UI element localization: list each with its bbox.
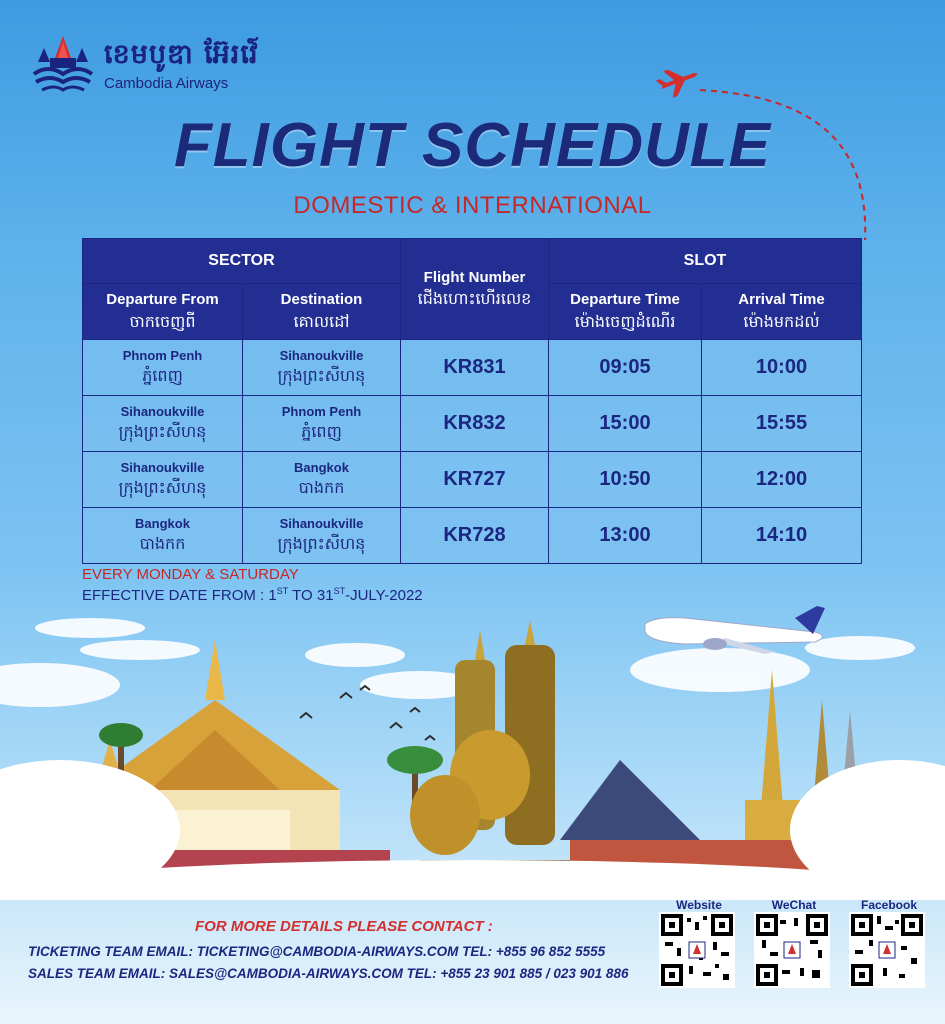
destination-name-khmer: ក្រុងព្រះសីហនុ xyxy=(277,368,366,386)
effective-date-suffix: -JULY-2022 xyxy=(345,587,423,604)
contact-title: FOR MORE DETAILS PLEASE CONTACT : xyxy=(195,918,493,935)
destination-name: Bangkok xyxy=(294,459,349,475)
departure-name: Sihanoukville xyxy=(120,403,205,419)
header-destination xyxy=(243,284,401,340)
departure-name-khmer: ក្រុងព្រះសីហនុ xyxy=(118,424,207,442)
table-header-row xyxy=(83,239,862,284)
ticketing-contact: TICKETING TEAM EMAIL: TICKETING@CAMBODIA-AIRWAYS.COM TEL: +855 96 852 5555 xyxy=(28,944,606,959)
header-departure-time-khmer: ម៉ោងចេញដំណើរ xyxy=(574,313,676,331)
header-flight-number-label: Flight Number xyxy=(423,268,526,286)
arrival-time-cell: 12:00 xyxy=(702,452,862,508)
page-title: FLIGHT SCHEDULE xyxy=(173,111,772,180)
departure-name: Phnom Penh xyxy=(122,347,203,363)
arrival-time-cell: 10:00 xyxy=(702,340,862,396)
header-flight-number xyxy=(401,239,549,340)
header-departure-time xyxy=(549,284,702,340)
effective-date-ordinal-end: ST xyxy=(333,586,346,596)
flight-schedule-table xyxy=(82,238,862,564)
destination-name: Sihanoukville xyxy=(279,347,364,363)
departure-name-khmer: ក្រុងព្រះសីហនុ xyxy=(118,480,207,498)
qr-facebook[interactable] xyxy=(849,898,929,992)
flight-number-cell: KR728 xyxy=(401,508,549,564)
effective-date-ordinal-start: ST xyxy=(276,586,289,596)
airplane-icon xyxy=(654,60,703,101)
qr-website[interactable] xyxy=(659,898,739,992)
qr-wechat[interactable] xyxy=(754,898,834,992)
header-departure-from-khmer: ចាកចេញពី xyxy=(129,313,196,331)
qr-code-icon xyxy=(849,912,925,988)
header-arrival-time-label: Arrival Time xyxy=(738,291,825,309)
header-arrival-time-khmer: ម៉ោងមកដល់ xyxy=(743,313,820,331)
departure-cell xyxy=(83,340,243,396)
header-flight-number-khmer: ជើងហោះហើរលេខ xyxy=(417,291,532,309)
departure-time-cell: 10:50 xyxy=(549,452,702,508)
header-destination-khmer: គោលដៅ xyxy=(293,313,350,331)
flight-number-cell: KR727 xyxy=(401,452,549,508)
airplane-icon xyxy=(645,606,825,654)
table-row xyxy=(83,452,862,508)
departure-time-cell: 09:05 xyxy=(549,340,702,396)
departure-name: Sihanoukville xyxy=(120,459,205,475)
destination-cell xyxy=(243,508,401,564)
destination-name-khmer: បាងកក xyxy=(298,480,345,498)
flight-number-cell: KR832 xyxy=(401,396,549,452)
departure-time-cell: 13:00 xyxy=(549,508,702,564)
arrival-time-cell: 14:10 xyxy=(702,508,862,564)
arrival-time-cell: 15:55 xyxy=(702,396,862,452)
effective-date-mid: TO 31 xyxy=(288,587,334,604)
departure-name-khmer: បាងកក xyxy=(139,536,186,554)
qr-code-icon xyxy=(754,912,830,988)
sales-contact: SALES TEAM EMAIL: SALES@CAMBODIA-AIRWAYS.COM TEL: +855 23 901 885 / 023 901 886 xyxy=(28,966,629,981)
header-departure-from xyxy=(83,284,243,340)
qr-label: Website xyxy=(676,898,722,912)
qr-label: Facebook xyxy=(860,898,917,912)
destination-cell xyxy=(243,452,401,508)
destination-cell xyxy=(243,340,401,396)
table-row xyxy=(83,396,862,452)
header-departure-from-label: Departure From xyxy=(106,291,219,309)
flight-number-cell: KR831 xyxy=(401,340,549,396)
brand-name-english: Cambodia Airways xyxy=(104,75,229,92)
landmarks-illustration xyxy=(0,600,945,900)
qr-label: WeChat xyxy=(771,898,817,912)
brand-name-khmer: ខេមបូឌា អ៊ែរវេ៍ xyxy=(104,39,259,70)
effective-date-prefix: EFFECTIVE DATE FROM : 1 xyxy=(82,587,277,604)
departure-cell xyxy=(83,508,243,564)
header-sector: SECTOR xyxy=(83,239,401,284)
destination-name: Phnom Penh xyxy=(281,403,362,419)
departure-cell xyxy=(83,396,243,452)
operating-days-note: EVERY MONDAY & SATURDAY xyxy=(82,566,299,583)
departure-name-khmer: ភ្នំពេញ xyxy=(142,368,183,386)
destination-cell xyxy=(243,396,401,452)
destination-name-khmer: ក្រុងព្រះសីហនុ xyxy=(277,536,366,554)
qr-code-icon xyxy=(659,912,735,988)
header-departure-time-label: Departure Time xyxy=(570,291,680,309)
departure-cell xyxy=(83,452,243,508)
departure-time-cell: 15:00 xyxy=(549,396,702,452)
departure-name: Bangkok xyxy=(135,515,190,531)
cambodia-airways-logo-icon xyxy=(30,34,96,96)
table-row xyxy=(83,340,862,396)
table-row xyxy=(83,508,862,564)
header-arrival-time xyxy=(702,284,862,340)
header-destination-label: Destination xyxy=(280,291,363,309)
destination-name: Sihanoukville xyxy=(279,515,364,531)
header-slot: SLOT xyxy=(549,239,862,284)
destination-name-khmer: ភ្នំពេញ xyxy=(301,424,342,442)
page-subtitle: DOMESTIC & INTERNATIONAL xyxy=(293,192,652,219)
